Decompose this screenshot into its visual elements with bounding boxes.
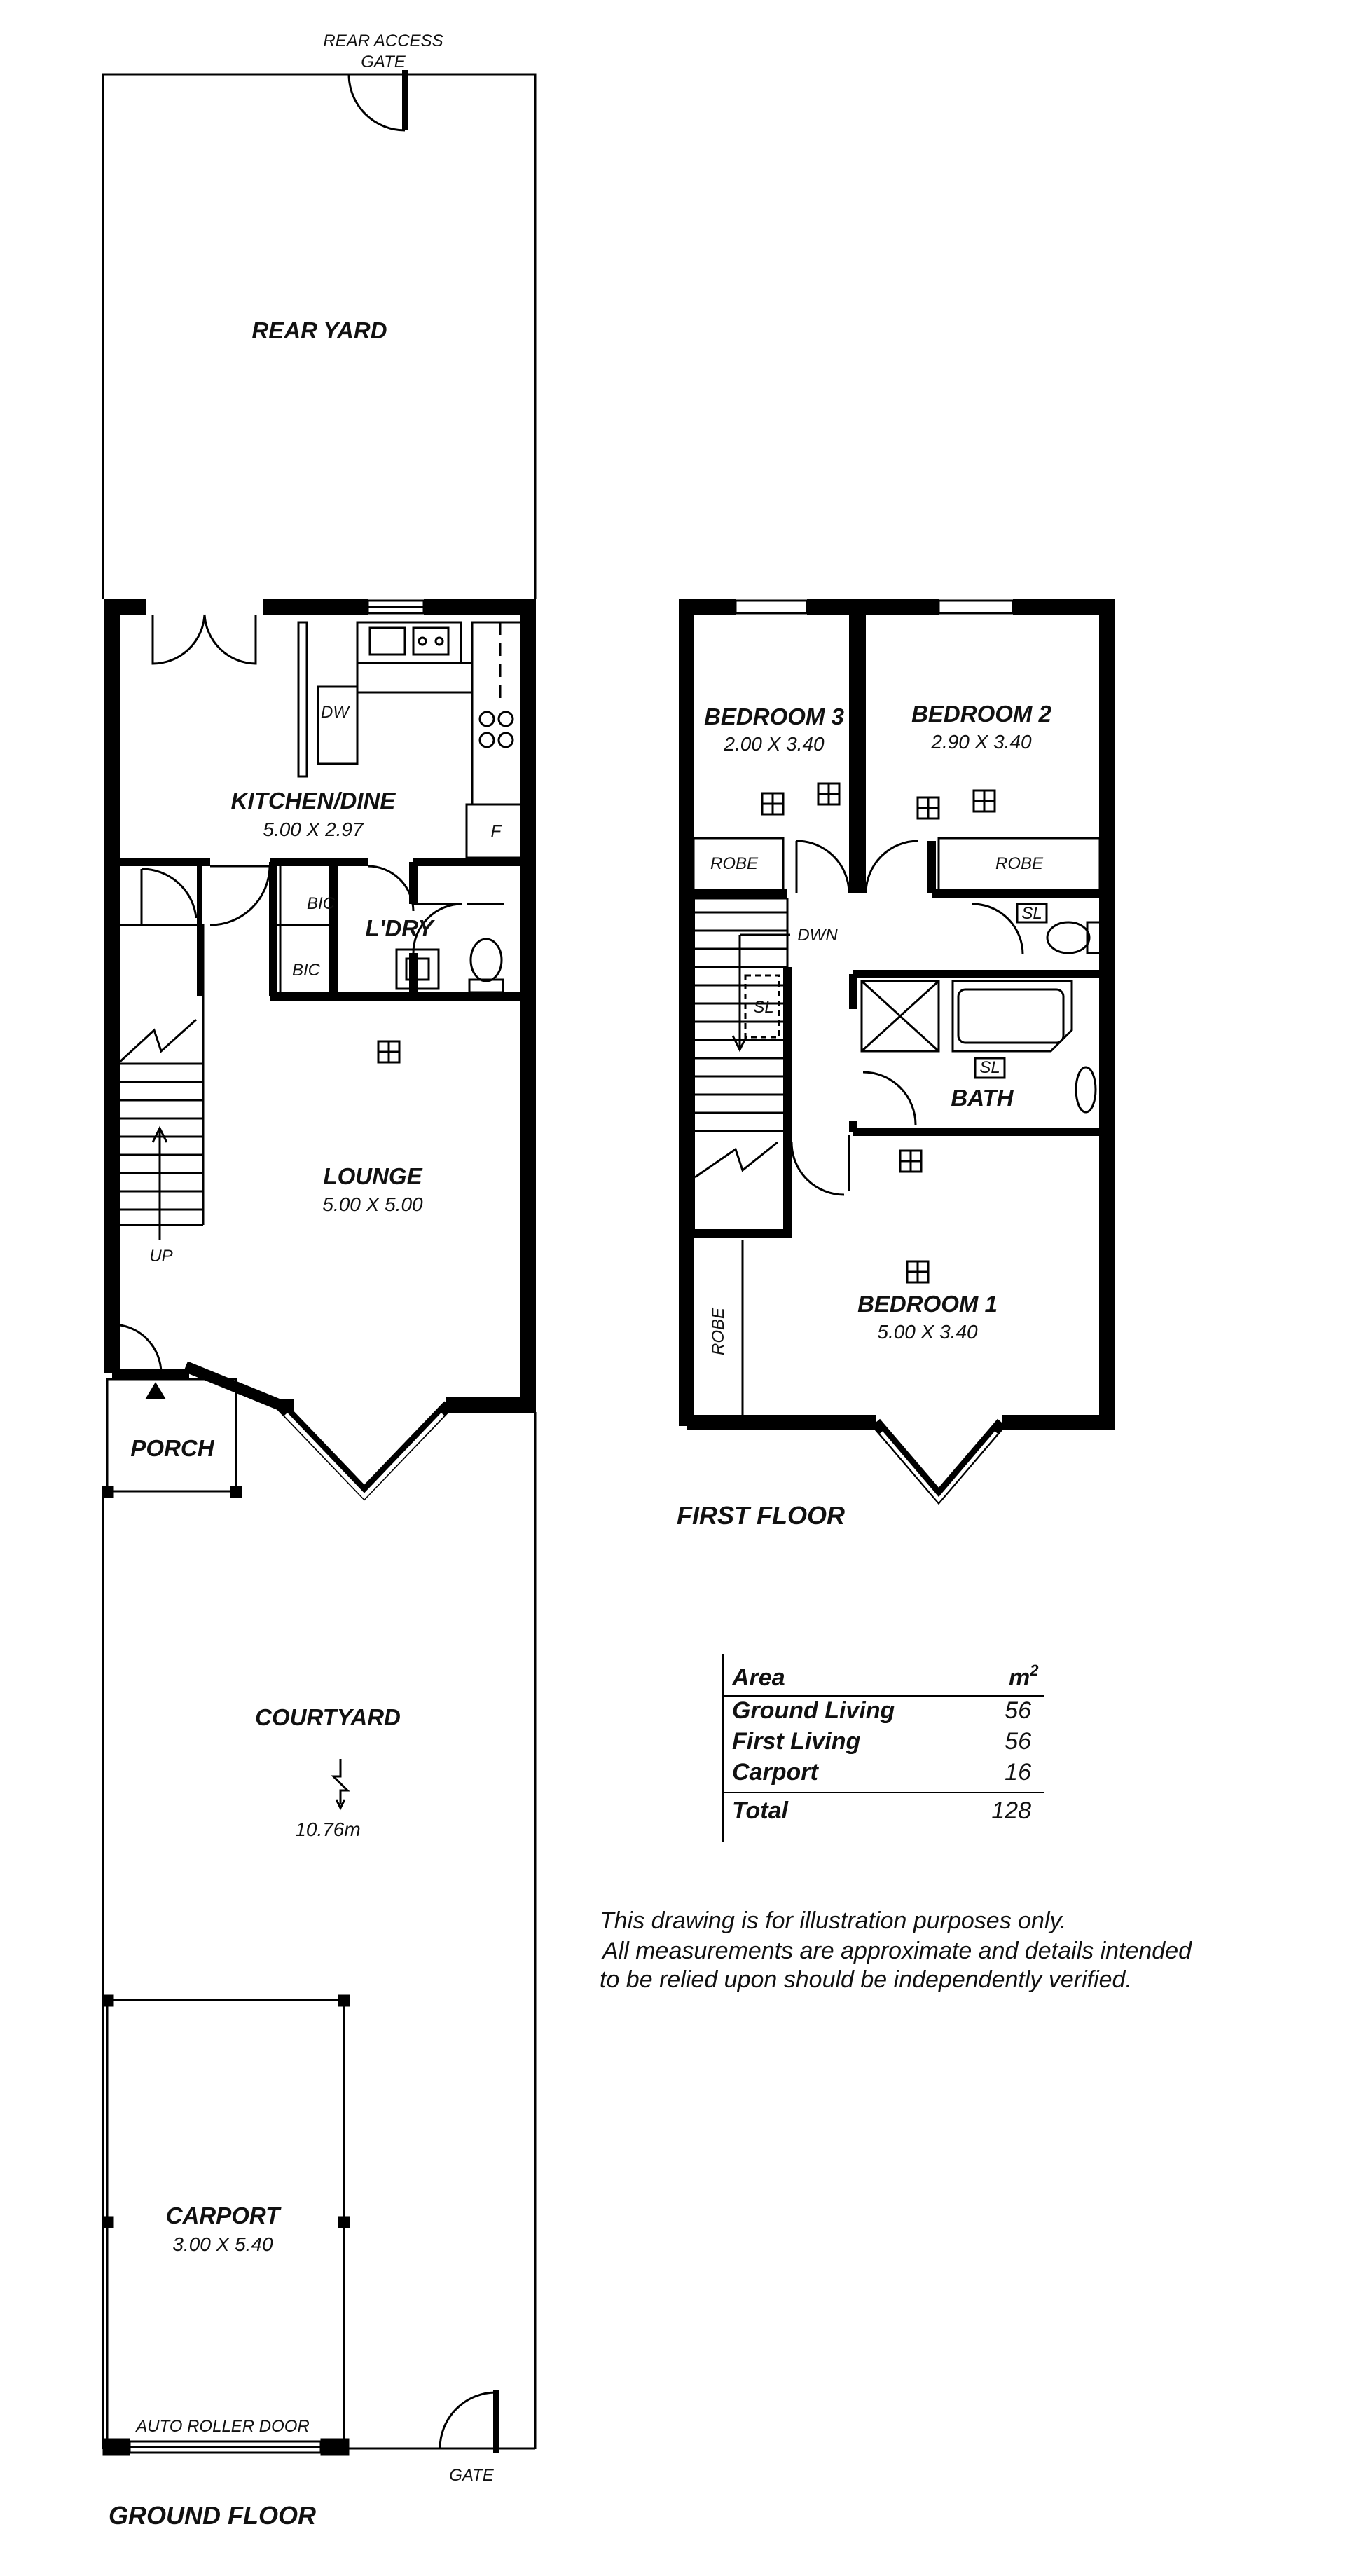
bath-fixtures (862, 904, 1101, 1112)
kitchen-dims: 5.00 X 2.97 (263, 818, 364, 840)
area-total-label: Total (732, 1797, 788, 1824)
bedroom2-window (939, 601, 1013, 613)
rear-gate-door (349, 74, 405, 130)
porch-label: PORCH (130, 1435, 214, 1461)
carport-label: CARPORT (165, 2202, 280, 2228)
level-label: 10.76m (295, 1818, 361, 1840)
area-row-value: 56 (1005, 1728, 1031, 1755)
courtyard-label: COURTYARD (255, 1704, 401, 1730)
disclaimer-line: This drawing is for illustration purposes only. (600, 1907, 1067, 1934)
disclaimer-line: to be relied upon should be independently verified. (600, 1966, 1132, 1993)
bedroom2-label: BEDROOM 2 (911, 701, 1051, 727)
area-row-label: Carport (732, 1759, 818, 1786)
bath-label: BATH (951, 1085, 1014, 1111)
robe-label-2: ROBE (995, 854, 1044, 873)
courtyard-boundary (103, 1412, 535, 2449)
roller-door (103, 2439, 535, 2455)
lounge-bay-window (186, 1366, 448, 1496)
bic-label-1: BIC (306, 894, 336, 913)
bedroom1-dims: 5.00 X 3.40 (877, 1321, 978, 1343)
french-doors (153, 615, 256, 664)
bedroom1-bay-window (876, 1423, 1002, 1500)
stair-skylight-label: SL (753, 998, 774, 1017)
ground-stairs (118, 925, 203, 1240)
front-gate-door (440, 2392, 496, 2448)
ground-outer-walls (112, 607, 528, 1405)
ground-floor-labels (109, 32, 502, 2530)
robe-label-1: ROBE (710, 854, 759, 873)
bic-label-2: BIC (291, 961, 321, 980)
area-total-value: 128 (991, 1797, 1031, 1824)
lounge-label: LOUNGE (323, 1163, 422, 1189)
area-table (731, 1662, 1039, 1824)
area-row-value: 56 (1005, 1697, 1031, 1724)
lounge-ceiling-light (378, 1041, 399, 1062)
rear-gate-label-2: GATE (361, 53, 406, 71)
disclaimer-line: All measurements are approximate and details intended (602, 1938, 1192, 1964)
bedroom3-window (736, 601, 807, 613)
first-floor-title: FIRST FLOOR (677, 1501, 845, 1530)
laundry-label: L'DRY (365, 915, 434, 941)
lounge-dims: 5.00 X 5.00 (322, 1193, 423, 1215)
bedroom3-dims: 2.00 X 3.40 (724, 733, 825, 755)
dishwasher-label: DW (321, 703, 349, 722)
area-row-label: Ground Living (732, 1697, 895, 1724)
stairs-down-label: DWN (797, 926, 838, 945)
roller-door-label: AUTO ROLLER DOOR (136, 2417, 310, 2436)
stairs-up-label: UP (149, 1247, 173, 1266)
bedroom2-dims: 2.90 X 3.40 (931, 731, 1032, 753)
robe-label-3: ROBE (709, 1307, 728, 1356)
bedroom1-label: BEDROOM 1 (857, 1291, 998, 1317)
rear-yard-label: REAR YARD (251, 317, 387, 343)
area-header-unit: $m^2$ (1009, 1662, 1039, 1691)
bedroom3-label: BEDROOM 3 (704, 704, 844, 729)
first-stairs (695, 898, 790, 1177)
area-row-value: 16 (1005, 1759, 1031, 1786)
bath-skylight-label: SL (979, 1058, 1000, 1077)
level-marker (333, 1759, 347, 1808)
rear-gate-label-1: REAR ACCESS (323, 32, 443, 50)
front-gate-label: GATE (449, 2466, 494, 2485)
disclaimer (600, 1907, 1192, 1993)
kitchen-label: KITCHEN/DINE (230, 788, 396, 814)
ground-floor-title: GROUND FLOOR (109, 2501, 316, 2530)
carport-dims: 3.00 X 5.40 (172, 2233, 273, 2255)
ground-doors (112, 866, 462, 1373)
fridge-label: F (490, 822, 502, 841)
area-row-label: First Living (732, 1728, 861, 1755)
area-header-label: Area (732, 1664, 785, 1691)
ensuite-skylight-label: SL (1021, 904, 1042, 923)
